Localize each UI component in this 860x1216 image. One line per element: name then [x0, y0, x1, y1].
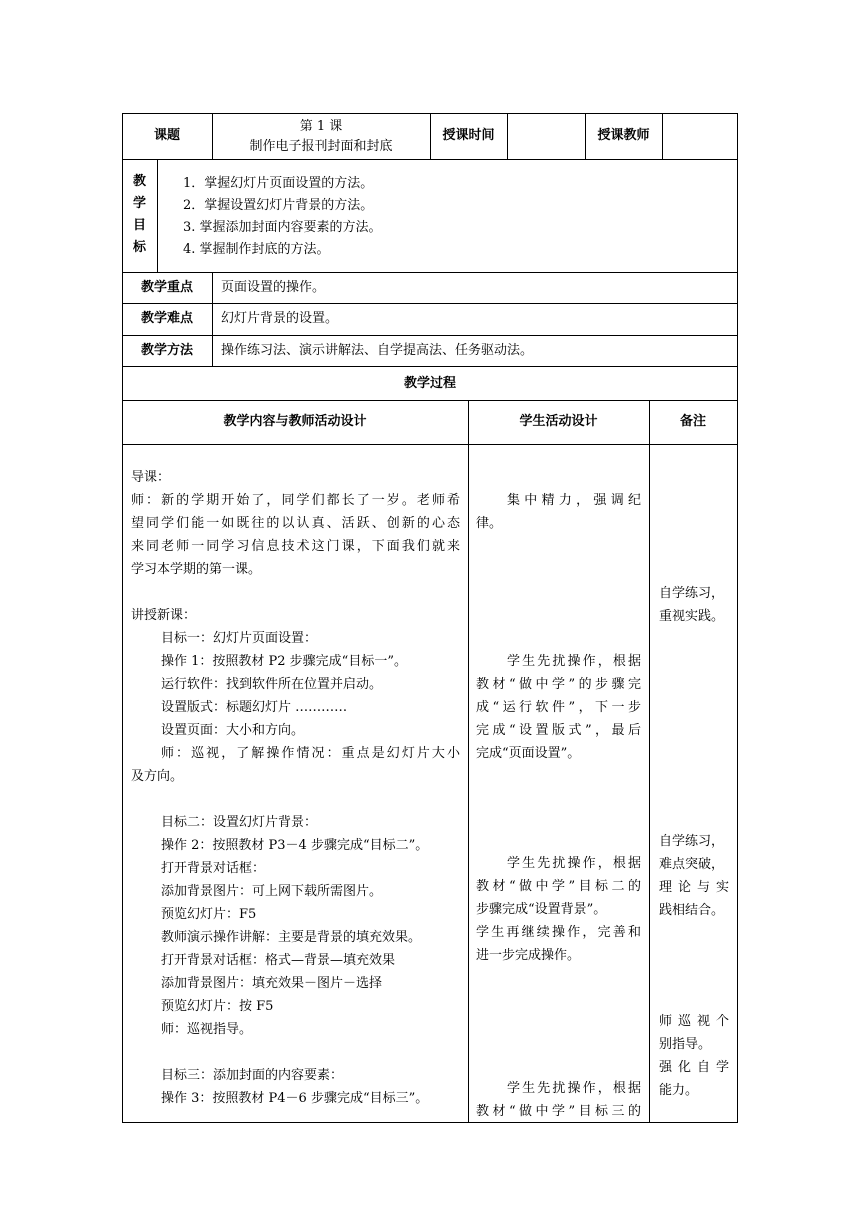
student-line: 学生再继续操作，完善和 — [476, 925, 641, 940]
content-line: 预览幻灯片：F5 — [161, 907, 257, 922]
time-label: 授课时间 — [442, 128, 495, 143]
rule — [122, 1122, 738, 1123]
rule — [122, 113, 123, 1123]
rule — [507, 113, 508, 159]
content-line: 运行软件：找到软件所在位置并启动。 — [161, 677, 383, 692]
key-point-value: 页面设置的操作。 — [221, 280, 326, 295]
content-line: 导课： — [131, 470, 171, 485]
student-line: 学生先扰操作，根据 — [507, 1081, 641, 1096]
student-line: 步骤完成“设置背景”。 — [476, 902, 607, 917]
column-header-content: 教学内容与教师活动设计 — [223, 414, 367, 429]
objective-item: 2．掌握设置幻灯片背景的方法。 — [183, 198, 374, 213]
content-line: 添加背景图片：可上网下载所需图片。 — [161, 884, 383, 899]
content-line: 添加背景图片：填充效果－图片－选择 — [161, 976, 383, 991]
content-line: 师：巡视，了解操作情况：重点是幻灯片大小 — [161, 746, 460, 761]
note-line: 强化自学 — [659, 1060, 729, 1075]
student-line: 完成“页面设置”。 — [476, 746, 581, 761]
objectives-label-char: 目 — [132, 218, 146, 233]
rule — [122, 400, 738, 401]
content-line: 教师演示操作讲解：主要是背景的填充效果。 — [161, 930, 422, 945]
note-line: 别指导。 — [659, 1037, 712, 1052]
student-line: 教材“做中学”的步骤完 — [476, 677, 641, 692]
rule — [737, 113, 738, 1123]
key-point-label: 教学重点 — [140, 280, 193, 295]
content-line: 及方向。 — [131, 769, 184, 784]
lesson-label: 课题 — [153, 128, 180, 143]
rule — [122, 159, 738, 160]
content-line: 讲授新课： — [131, 608, 197, 623]
method-label: 教学方法 — [140, 343, 193, 358]
student-line: 完成“设置版式”，最后 — [476, 723, 641, 738]
teacher-label: 授课教师 — [597, 128, 650, 143]
student-line: 学生先扰操作，根据 — [507, 654, 641, 669]
objectives-label-char: 教 — [132, 174, 146, 189]
student-line: 律。 — [476, 516, 503, 531]
column-header-student: 学生活动设计 — [519, 414, 598, 429]
rule — [122, 272, 738, 273]
lesson-number: 第 1 课 — [299, 119, 343, 134]
rule — [122, 335, 738, 336]
difficulty-value: 幻灯片背景的设置。 — [221, 311, 339, 326]
objective-item: 3. 掌握添加封面内容要素的方法。 — [183, 220, 382, 235]
content-line: 目标二：设置幻灯片背景： — [161, 815, 318, 830]
note-line: 难点突破， — [659, 857, 725, 872]
student-line: 教材“做中学”目标二的 — [476, 879, 641, 894]
content-line: 学习本学期的第一课。 — [131, 562, 262, 577]
content-line: 设置版式：标题幻灯片 ………… — [161, 700, 348, 715]
content-line: 操作 2：按照教材 P3－4 步骤完成“目标二”。 — [161, 838, 429, 853]
content-line: 打开背景对话框：格式—背景—填充效果 — [161, 953, 396, 968]
content-line: 目标三：添加封面的内容要素： — [161, 1068, 344, 1083]
content-line: 来同老师一同学习信息技术这门课，下面我们就来 — [131, 539, 460, 554]
student-line: 学生先扰操作，根据 — [507, 856, 641, 871]
content-line: 目标一：幻灯片页面设置： — [161, 631, 318, 646]
student-line: 进一步完成操作。 — [476, 948, 581, 963]
rule — [122, 303, 738, 304]
objectives-label-char: 标 — [132, 240, 146, 255]
student-line: 教材“做中学”目标三的 — [476, 1104, 641, 1119]
student-line: 成“运行软件”，下一步 — [476, 700, 641, 715]
content-line: 操作 1：按照教材 P2 步骤完成“目标一”。 — [161, 654, 407, 669]
rule — [212, 272, 213, 366]
rule — [122, 366, 738, 367]
lesson-title: 制作电子报刊封面和封底 — [249, 139, 393, 154]
column-header-notes: 备注 — [679, 414, 706, 429]
rule — [157, 159, 158, 272]
rule — [649, 400, 650, 1122]
content-line: 预览幻灯片：按 F5 — [161, 999, 274, 1014]
content-line: 望同学们能一如既往的以认真、活跃、创新的心态 — [131, 516, 460, 531]
process-title: 教学过程 — [403, 376, 456, 391]
difficulty-label: 教学难点 — [140, 311, 193, 326]
objective-item: 4. 掌握制作封底的方法。 — [183, 242, 330, 257]
note-line: 自学练习， — [659, 586, 725, 601]
content-line: 师：巡视指导。 — [161, 1022, 253, 1037]
note-line: 重视实践。 — [659, 609, 725, 624]
note-line: 师巡视个 — [659, 1014, 729, 1029]
rule — [468, 400, 469, 1122]
note-line: 自学练习， — [659, 834, 725, 849]
note-line: 能力。 — [659, 1083, 699, 1098]
method-value: 操作练习法、演示讲解法、自学提高法、任务驱动法。 — [221, 343, 534, 358]
content-line: 设置页面：大小和方向。 — [161, 723, 305, 738]
note-line: 理论与实 — [659, 880, 729, 895]
rule — [122, 444, 738, 445]
objective-item: 1．掌握幻灯片页面设置的方法。 — [183, 176, 374, 191]
note-line: 践相结合。 — [659, 903, 725, 918]
content-line: 操作 3：按照教材 P4－6 步骤完成“目标三”。 — [161, 1091, 429, 1106]
student-line: 集中精力，强调纪 — [507, 493, 641, 508]
content-line: 师：新的学期开始了，同学们都长了一岁。老师希 — [131, 493, 460, 508]
objectives-label-char: 学 — [132, 196, 146, 211]
rule — [662, 113, 663, 159]
content-line: 打开背景对话框： — [161, 861, 266, 876]
